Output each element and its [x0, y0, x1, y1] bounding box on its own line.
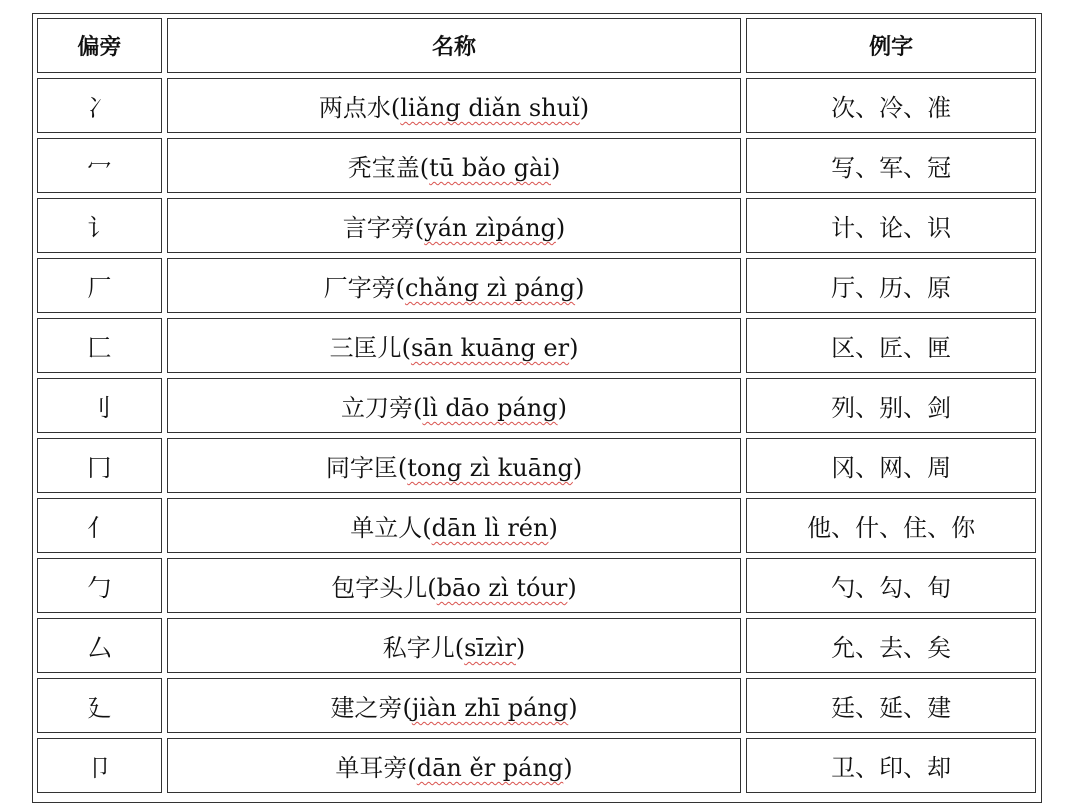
- table-header-row: [37, 18, 1036, 73]
- examples-cell: 区、匠、匣: [746, 318, 1036, 373]
- radical-name: 立刀旁: [341, 394, 414, 422]
- name-cell: 言字旁(yán zìpáng): [167, 198, 741, 253]
- table-row: [37, 558, 1036, 613]
- examples-cell: 次、冷、准: [746, 78, 1036, 133]
- table-row: [37, 738, 1036, 793]
- radical-cell: 亻: [37, 498, 162, 553]
- table-row: [37, 438, 1036, 493]
- table-row: [37, 258, 1036, 313]
- radical-name: 单立人: [350, 514, 423, 542]
- radical-pinyin: bāo zì tóur: [436, 574, 568, 602]
- radical-cell: 廴: [37, 678, 162, 733]
- radical-cell: 厂: [37, 258, 162, 313]
- radical-pinyin: tū bǎo gài: [429, 154, 551, 182]
- header-name: 名称: [167, 18, 741, 73]
- examples-cell: 允、去、矣: [746, 618, 1036, 673]
- radical-table-frame: [32, 13, 1042, 803]
- examples-cell: 冈、网、周: [746, 438, 1036, 493]
- radical-pinyin: liǎng diǎn shuǐ: [400, 94, 580, 122]
- radical-cell: 勹: [37, 558, 162, 613]
- table-row: [37, 318, 1036, 373]
- radical-pinyin: tong zì kuāng: [407, 454, 573, 482]
- radical-name: 秃宝盖: [347, 154, 420, 182]
- radical-cell: 讠: [37, 198, 162, 253]
- examples-cell: 勺、勾、旬: [746, 558, 1036, 613]
- radical-cell: 冫: [37, 78, 162, 133]
- table-row: [37, 618, 1036, 673]
- name-cell: 建之旁(jiàn zhī páng): [167, 678, 741, 733]
- radical-name: 包字头儿: [331, 574, 428, 602]
- name-cell: 包字头儿(bāo zì tóur): [167, 558, 741, 613]
- radical-name: 建之旁: [330, 694, 403, 722]
- radical-name: 厂字旁: [323, 274, 396, 302]
- name-cell: 单立人(dān lì rén): [167, 498, 741, 553]
- name-cell: 秃宝盖(tū bǎo gài): [167, 138, 741, 193]
- radical-name: 私字儿: [382, 634, 455, 662]
- radical-table: [32, 13, 1041, 798]
- name-cell: 同字匡(tong zì kuāng): [167, 438, 741, 493]
- radical-pinyin: dān lì rén: [431, 514, 549, 542]
- radical-name: 同字匡: [325, 454, 398, 482]
- table-row: [37, 498, 1036, 553]
- radical-pinyin: yán zìpáng: [424, 214, 556, 242]
- examples-cell: 列、别、剑: [746, 378, 1036, 433]
- table-body: [37, 78, 1036, 793]
- radical-cell: 厶: [37, 618, 162, 673]
- radical-name: 单耳旁: [335, 754, 408, 782]
- examples-cell: 他、什、住、你: [746, 498, 1036, 553]
- name-cell: 立刀旁(lì dāo páng): [167, 378, 741, 433]
- table-row: [37, 78, 1036, 133]
- radical-name: 三匡儿: [329, 334, 402, 362]
- examples-cell: 计、论、识: [746, 198, 1036, 253]
- radical-cell: 卩: [37, 738, 162, 793]
- table-row: [37, 678, 1036, 733]
- table-row: [37, 198, 1036, 253]
- radical-cell: 刂: [37, 378, 162, 433]
- name-cell: 单耳旁(dān ěr páng): [167, 738, 741, 793]
- radical-pinyin: sān kuāng er: [410, 334, 570, 362]
- header-examples: 例字: [746, 18, 1036, 73]
- name-cell: 三匡儿(sān kuāng er): [167, 318, 741, 373]
- header-radical: 偏旁: [37, 18, 162, 73]
- examples-cell: 写、军、冠: [746, 138, 1036, 193]
- radical-name: 言字旁: [342, 214, 415, 242]
- radical-pinyin: lì dāo páng: [422, 394, 558, 422]
- radical-pinyin: chǎng zì páng: [404, 274, 576, 302]
- radical-name: 两点水: [318, 94, 391, 122]
- examples-cell: 廷、延、建: [746, 678, 1036, 733]
- examples-cell: 卫、印、却: [746, 738, 1036, 793]
- radical-pinyin: dān ěr páng: [416, 754, 564, 782]
- radical-pinyin: jiàn zhī páng: [411, 694, 569, 722]
- name-cell: 私字儿(sīzìr): [167, 618, 741, 673]
- radical-cell: 冖: [37, 138, 162, 193]
- examples-cell: 厅、历、原: [746, 258, 1036, 313]
- radical-cell: 匚: [37, 318, 162, 373]
- table-row: [37, 378, 1036, 433]
- radical-cell: 冂: [37, 438, 162, 493]
- name-cell: 厂字旁(chǎng zì páng): [167, 258, 741, 313]
- table-row: [37, 138, 1036, 193]
- radical-pinyin: sīzìr: [464, 634, 516, 662]
- name-cell: 两点水(liǎng diǎn shuǐ): [167, 78, 741, 133]
